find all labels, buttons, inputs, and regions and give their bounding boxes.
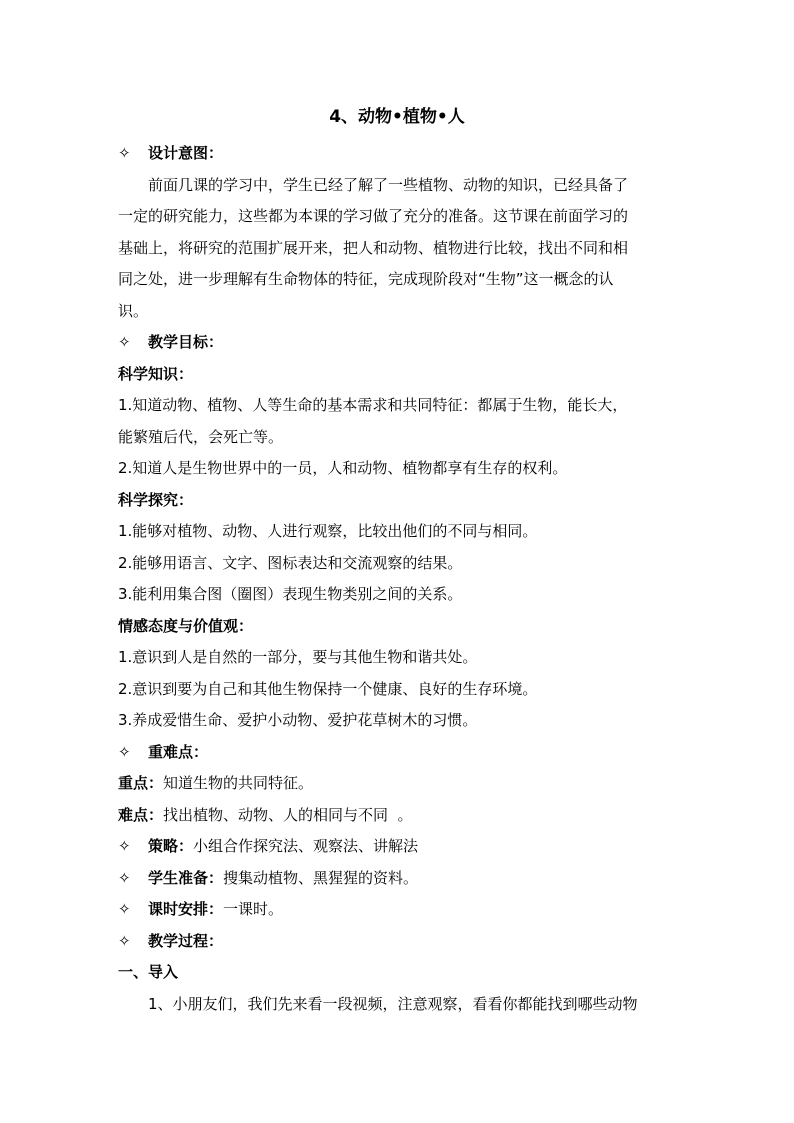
inline-text: 一课时。 <box>223 900 284 918</box>
list-item: 2.知道人是生物世界中的一员，人和动物、植物都享有生存的权利。 <box>118 459 568 477</box>
inline-text: 找出植物、动物、人的相同与不同 。 <box>163 805 413 824</box>
document-title: 4、动物•植物•人 <box>329 107 465 127</box>
section-design-intent <box>118 138 676 170</box>
section-heading: 教学目标： <box>148 333 224 351</box>
inline-text: 知道生物的共同特征。 <box>163 774 314 792</box>
paragraph-line: 1、小朋友们，我们先来看一段视频，注意观察，看看你都能找到哪些动物 <box>148 994 638 1013</box>
document-body <box>118 138 676 1020</box>
subheading-knowledge: 科学知识： <box>118 364 194 383</box>
list-item: 能繁殖后代，会死亡等。 <box>118 427 284 446</box>
inline-text: 搜集动植物、黑猩猩的资料。 <box>223 868 419 887</box>
subheading-inquiry: 科学探究： <box>118 490 194 509</box>
inline-label: 难点： <box>118 805 164 824</box>
section-heading: 设计意图： <box>148 144 224 162</box>
diamond-bullet-icon: ✧ <box>118 742 131 761</box>
list-item: 1.意识到人是自然的一部分，要与其他生物和谐共处。 <box>118 648 478 666</box>
diamond-bullet-icon: ✧ <box>118 144 131 162</box>
section-teaching-goals <box>118 327 676 359</box>
key-point-line <box>118 768 676 800</box>
paragraph-line: 基础上，将研究的范围扩展开来，把人和动物、植物进行比较，找出不同和相 <box>118 238 629 257</box>
diamond-bullet-icon: ✧ <box>118 868 131 887</box>
section-heading: 重难点： <box>148 742 209 761</box>
section-key-points <box>118 737 676 769</box>
paragraph-line: 一定的研究能力，这些都为本课的学习做了充分的准备。这节课在前面学习的 <box>118 207 629 225</box>
inline-text: 小组合作探究法、观察法、讲解法 <box>193 837 419 855</box>
diamond-bullet-icon: ✧ <box>118 333 131 351</box>
subheading-attitude: 情感态度与价值观： <box>118 616 254 635</box>
difficult-point-line <box>118 800 676 832</box>
list-item: 1.能够对植物、动物、人进行观察，比较出他们的不同与相同。 <box>118 522 538 540</box>
paragraph-line: 前面几课的学习中，学生已经了解了一些植物、动物的知识，已经具备了 <box>148 175 629 194</box>
paragraph-line: 同之处，进一步理解有生命物体的特征，完成现阶段对“生物”这一概念的认 <box>118 270 614 288</box>
inline-label: 重点： <box>118 774 164 792</box>
diamond-bullet-icon: ✧ <box>118 837 131 855</box>
section-teaching-process <box>118 926 676 958</box>
section-schedule <box>118 894 676 926</box>
inline-label: 课时安排： <box>148 900 224 918</box>
diamond-bullet-icon: ✧ <box>118 900 131 918</box>
list-item: 1.知道动物、植物、人等生命的基本需求和共同特征：都属于生物，能长大， <box>118 396 628 414</box>
diamond-bullet-icon: ✧ <box>118 931 131 950</box>
inline-label: 策略： <box>148 837 194 855</box>
list-item: 3.能利用集合图（圈图）表现生物类别之间的关系。 <box>118 585 463 603</box>
inline-label: 学生准备： <box>148 868 224 887</box>
list-item: 3.养成爱惜生命、爱护小动物、爱护花草树木的习惯。 <box>118 711 478 729</box>
section-strategy <box>118 831 676 863</box>
list-item: 2.能够用语言、文字、图标表达和交流观察的结果。 <box>118 553 463 572</box>
list-item: 2.意识到要为自己和其他生物保持一个健康、良好的生存环境。 <box>118 679 538 698</box>
section-heading: 教学过程： <box>148 931 224 950</box>
section-student-prep <box>118 863 676 895</box>
paragraph-line: 识。 <box>118 301 149 320</box>
subheading-intro: 一、导入 <box>118 963 179 981</box>
